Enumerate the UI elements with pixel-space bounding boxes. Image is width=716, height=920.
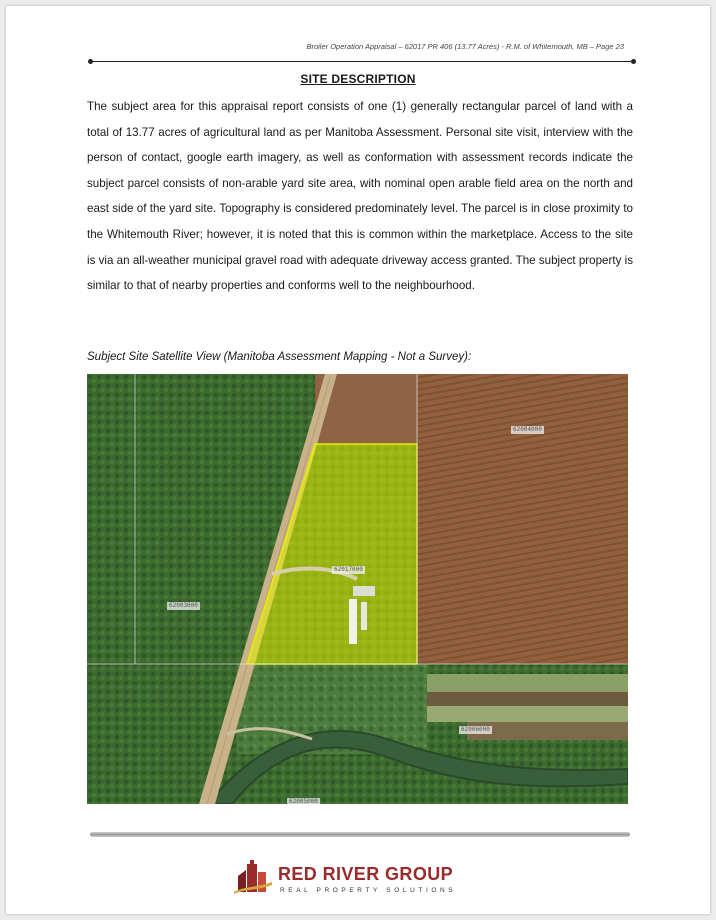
parcel-label-north-east: 62004000	[513, 426, 542, 433]
parcel-label-south: 62005000	[289, 798, 318, 804]
footer-rule	[90, 832, 630, 837]
logo-tagline: REAL PROPERTY SOLUTIONS	[280, 887, 457, 894]
section-title: SITE DESCRIPTION	[300, 72, 416, 86]
rule-end-dot	[631, 59, 636, 64]
satellite-map	[87, 374, 628, 804]
figure-caption: Subject Site Satellite View (Manitoba Assessment Mapping - Not a Survey):	[87, 351, 472, 363]
parcel-label-subject: 62017000	[334, 566, 363, 573]
barn-building	[361, 602, 367, 630]
header-rule	[90, 61, 634, 62]
running-header: Broiler Operation Appraisal – 62017 PR 406 (13.77 Acres) - R.M. of Whitemouth, MB – Page 23	[306, 42, 624, 51]
logo-name: RED RIVER GROUP	[278, 864, 454, 884]
parcel-label-west: 62003000	[169, 602, 198, 609]
section-body: The subject area for this appraisal report consists of one (1) generally rectangular parcel of land with a total of 13.77 acres of agricultural land as per Manitoba Assessment. Personal site visit, interview with the person of contact, google earth imagery, as well as conformation with assessment records indicate the subject parcel consists of non-arable yard site area, with nominal open arable field area on the north and east side of the yard site. Topography is considered predominately level. The parcel is in close proximity to the Whitemouth River; however, it is noted that this is common within the marketplace. Access to the site is via an all-weather municipal gravel road with adequate driveway access granted. The subject property is similar to that of nearby properties and conforms well to the neighbourhood.	[87, 100, 633, 293]
parcel-label-south-east: 62006000	[461, 726, 490, 733]
barn-building	[349, 599, 357, 644]
satellite-image	[87, 374, 628, 804]
building-icon	[234, 858, 274, 894]
document-page	[6, 6, 710, 914]
rule-end-dot	[88, 59, 93, 64]
company-logo	[234, 858, 474, 898]
